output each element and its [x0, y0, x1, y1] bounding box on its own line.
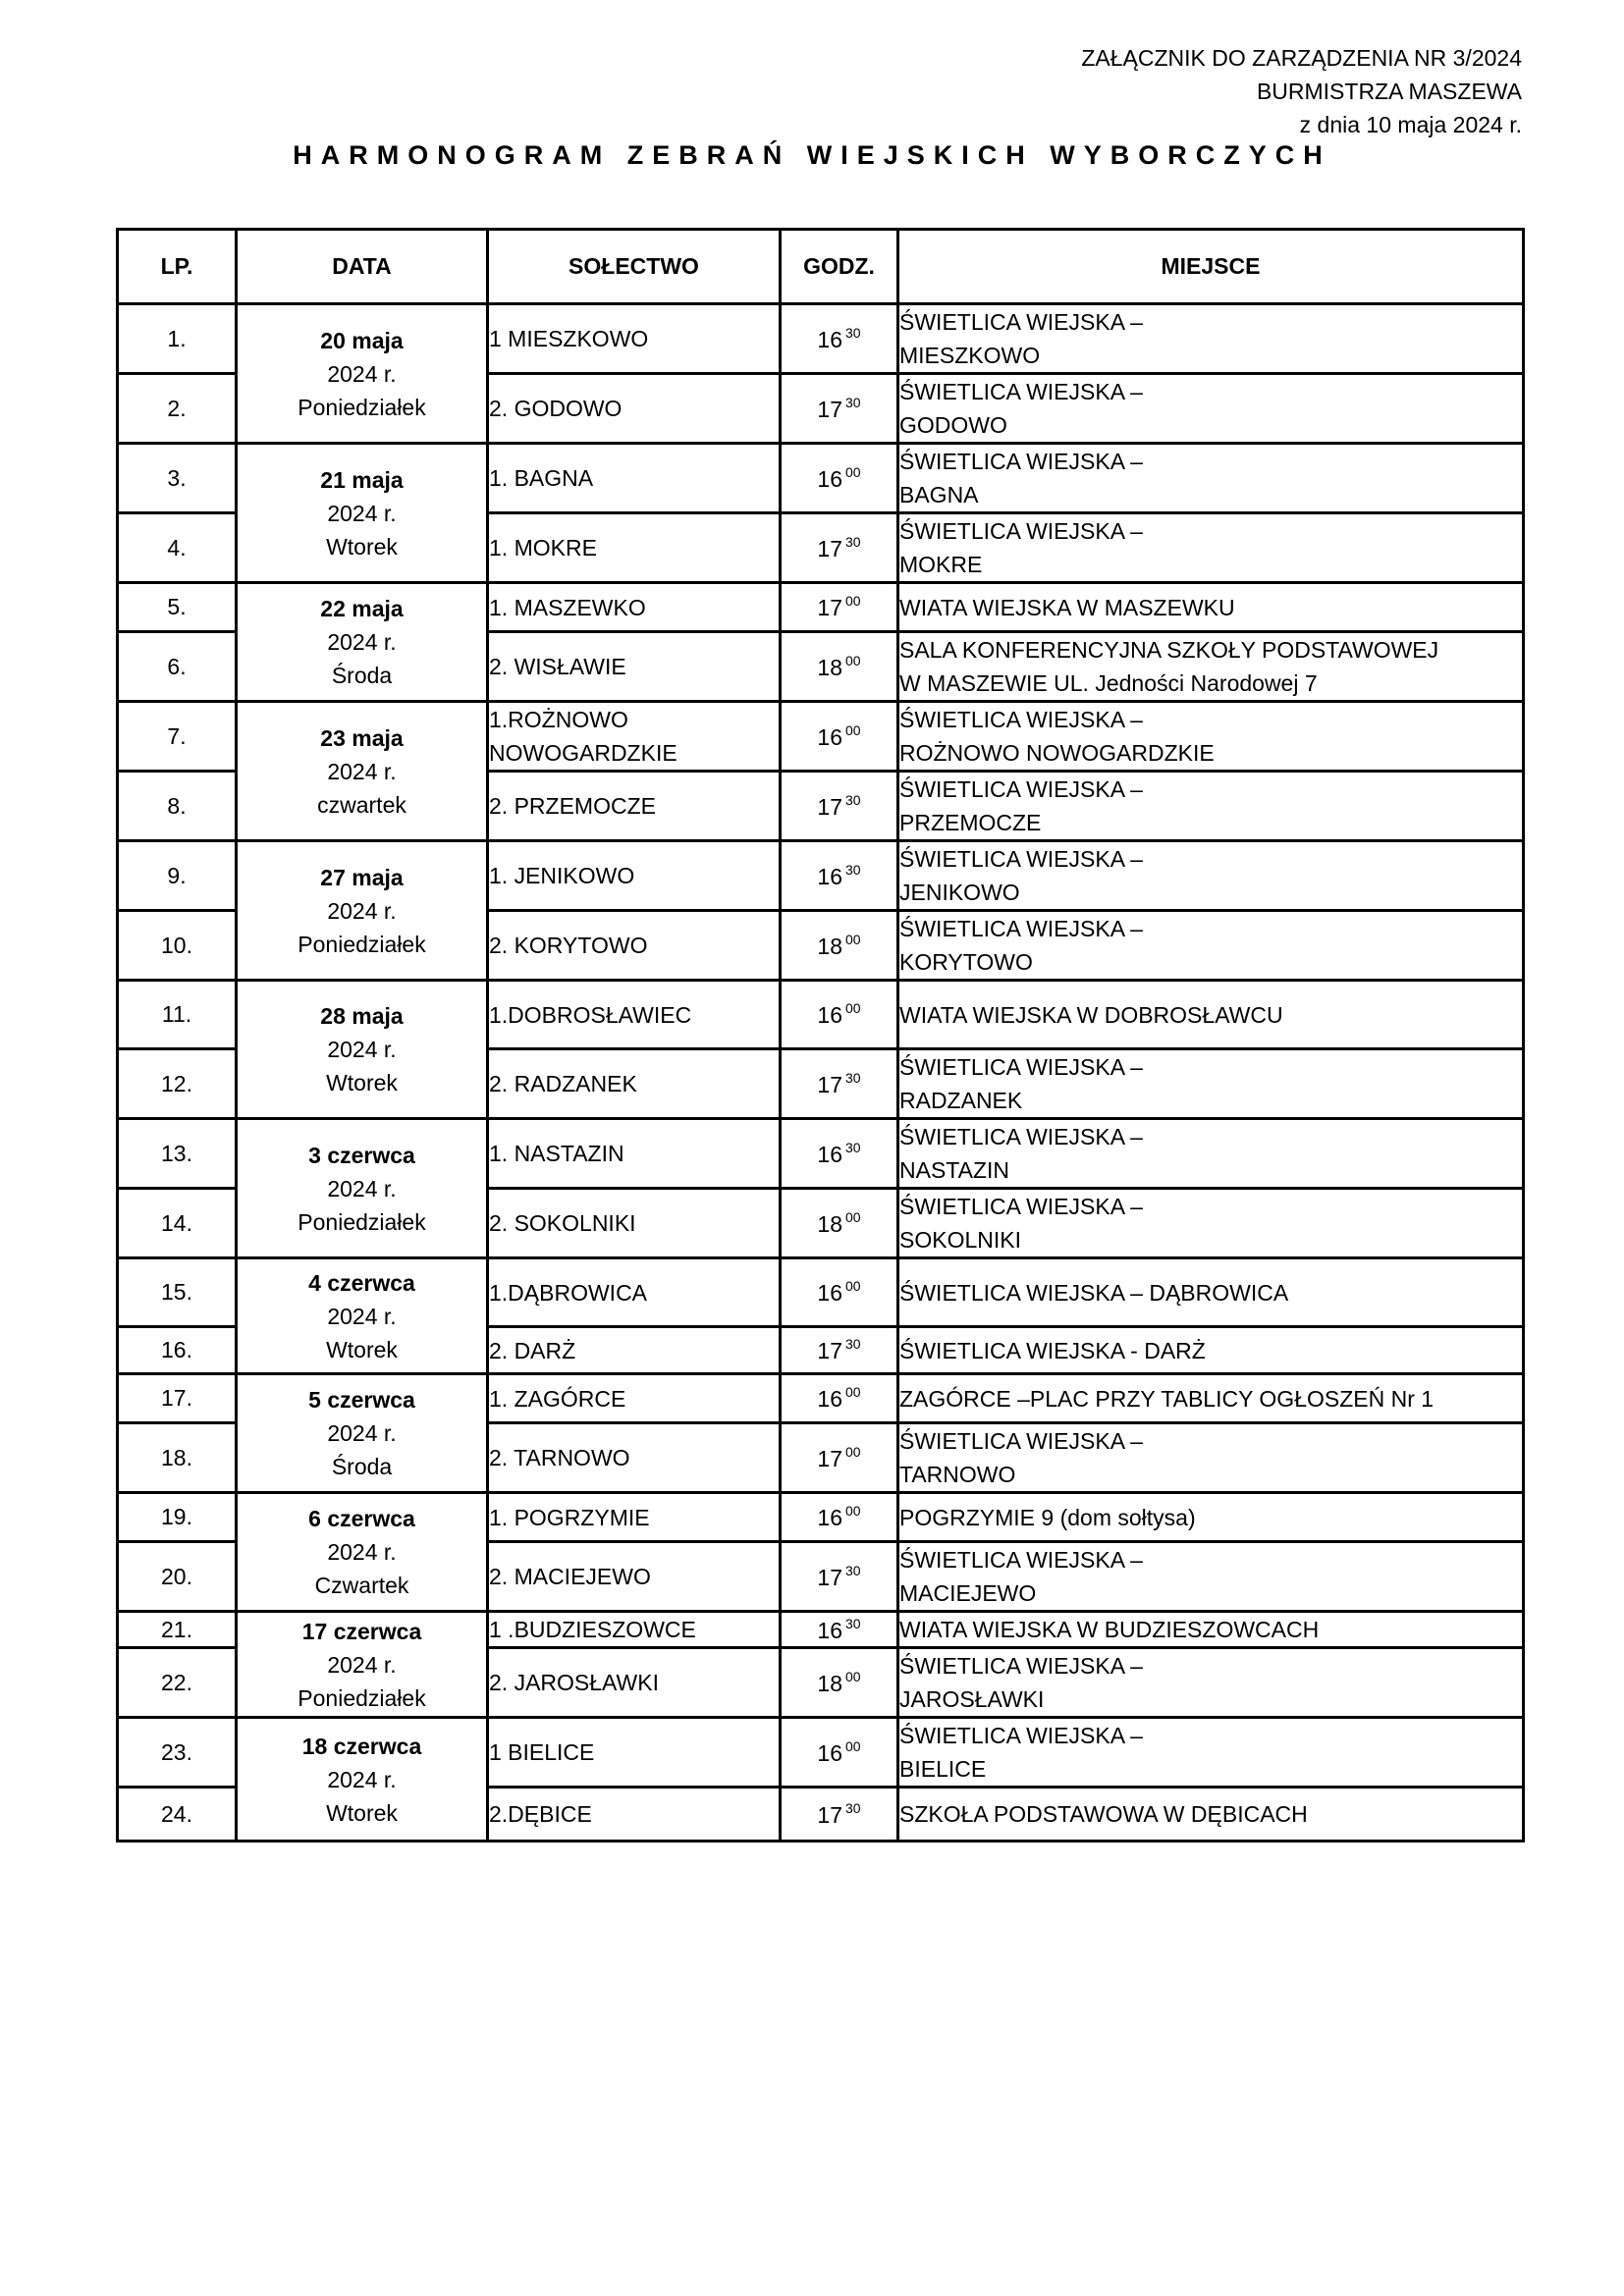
place-line: ŚWIETLICA WIEJSKA – — [899, 1547, 1143, 1573]
solectwo-cell: 1 .BUDZIESZOWCE — [488, 1612, 781, 1648]
row-number: 23. — [118, 1718, 237, 1788]
hour-cell — [781, 1788, 898, 1842]
place-line: ZAGÓRCE –PLAC PRZY TABLICY OGŁOSZEŃ Nr 1 — [899, 1385, 1435, 1412]
hour-value: 18 — [817, 1670, 842, 1696]
place-line: ROŻNOWO NOWOGARDZKIE — [899, 740, 1215, 766]
place-line: ŚWIETLICA WIEJSKA – — [899, 1723, 1143, 1748]
solectwo-cell: 2. SOKOLNIKI — [488, 1189, 781, 1258]
hour-cell — [781, 513, 898, 583]
place-cell — [898, 1493, 1524, 1542]
place-cell — [898, 1648, 1524, 1718]
place-cell — [898, 1049, 1524, 1119]
place-line: TARNOWO — [899, 1462, 1016, 1487]
place-line: W MASZEWIE UL. Jedności Narodowej 7 — [899, 670, 1318, 696]
row-number: 17. — [118, 1374, 237, 1423]
hour-cell — [781, 1258, 898, 1327]
place-cell — [898, 1718, 1524, 1788]
row-number: 6. — [118, 632, 237, 702]
hour-cell — [781, 1542, 898, 1612]
hour-value: 16 — [817, 1280, 842, 1306]
hour-cell — [781, 1119, 898, 1189]
solectwo-cell: 2. WISŁAWIE — [488, 632, 781, 702]
minutes-value: 30 — [845, 791, 861, 808]
solectwo-cell: 2. GODOWO — [488, 374, 781, 444]
minutes-value: 00 — [845, 593, 861, 609]
date-year: 2024 r. — [327, 758, 397, 784]
hour-value: 17 — [817, 1445, 842, 1471]
date-cell — [237, 1718, 488, 1842]
date-cell — [237, 304, 488, 444]
column-header-place: MIEJSCE — [898, 230, 1524, 304]
place-line: WIATA WIEJSKA W BUDZIESZOWCACH — [899, 1617, 1320, 1642]
place-line: MACIEJEWO — [899, 1580, 1037, 1606]
date-day: 27 maja — [320, 864, 404, 890]
date-year: 2024 r. — [327, 1651, 397, 1678]
hour-value: 17 — [817, 793, 842, 820]
place-line: JAROSŁAWKI — [899, 1686, 1045, 1712]
hour-cell — [781, 981, 898, 1049]
solectwo-cell: 1 MIESZKOWO — [488, 304, 781, 374]
column-header-date: DATA — [237, 230, 488, 304]
solectwo-cell: 2. KORYTOWO — [488, 911, 781, 981]
row-number: 10. — [118, 911, 237, 981]
place-cell — [898, 374, 1524, 444]
place-line: MOKRE — [899, 552, 983, 577]
hour-value: 16 — [817, 465, 842, 492]
minutes-value: 00 — [845, 1443, 861, 1460]
minutes-value: 30 — [845, 1139, 861, 1155]
place-line: SZKOŁA PODSTAWOWA W DĘBICACH — [899, 1801, 1308, 1827]
solectwo-cell: 2. TARNOWO — [488, 1423, 781, 1493]
hour-cell — [781, 911, 898, 981]
hour-value: 16 — [817, 1386, 842, 1412]
place-cell — [898, 1542, 1524, 1612]
hour-value: 16 — [817, 1141, 842, 1167]
minutes-value: 00 — [845, 1208, 861, 1225]
place-cell — [898, 1119, 1524, 1189]
date-weekday: Wtorek — [326, 1070, 398, 1095]
date-cell — [237, 583, 488, 702]
place-cell — [898, 583, 1524, 632]
solectwo-cell: 1. NASTAZIN — [488, 1119, 781, 1189]
hour-cell — [781, 1049, 898, 1119]
place-line: ŚWIETLICA WIEJSKA – — [899, 1428, 1143, 1454]
date-cell — [237, 841, 488, 981]
date-day: 28 maja — [320, 1003, 404, 1029]
hour-value: 17 — [817, 595, 842, 620]
place-line: ŚWIETLICA WIEJSKA – — [899, 846, 1143, 872]
header-line-issuer: BURMISTRZA MASZEWA — [1256, 79, 1522, 104]
hour-value: 16 — [817, 1505, 842, 1530]
hour-value: 17 — [817, 1564, 842, 1590]
row-number: 7. — [118, 702, 237, 772]
header-line-attachment: ZAŁĄCZNIK DO ZARZĄDZENIA NR 3/2024 — [1081, 45, 1522, 71]
row-number: 14. — [118, 1189, 237, 1258]
table-row — [118, 1119, 1524, 1189]
row-number: 13. — [118, 1119, 237, 1189]
date-day: 20 maja — [320, 327, 404, 353]
date-cell — [237, 444, 488, 583]
date-year: 2024 r. — [327, 1175, 397, 1201]
table-row — [118, 583, 1524, 632]
date-year: 2024 r. — [327, 500, 397, 526]
date-cell — [237, 1374, 488, 1493]
hour-value: 17 — [817, 1801, 842, 1828]
solectwo-cell: 2. DARŻ — [488, 1327, 781, 1374]
row-number: 15. — [118, 1258, 237, 1327]
place-line: ŚWIETLICA WIEJSKA – DĄBROWICA — [899, 1279, 1289, 1306]
minutes-value: 30 — [845, 394, 861, 410]
place-line: WIATA WIEJSKA W MASZEWKU — [899, 594, 1235, 620]
table-row — [118, 444, 1524, 513]
column-header-solectwo: SOŁECTWO — [488, 230, 781, 304]
minutes-value: 00 — [845, 1668, 861, 1684]
minutes-value: 00 — [845, 1384, 861, 1400]
date-year: 2024 r. — [327, 1766, 397, 1792]
date-weekday: Wtorek — [326, 1336, 398, 1362]
hour-value: 16 — [817, 1739, 842, 1766]
row-number: 20. — [118, 1542, 237, 1612]
place-line: ŚWIETLICA WIEJSKA – — [899, 776, 1143, 802]
row-number: 2. — [118, 374, 237, 444]
hour-cell — [781, 702, 898, 772]
column-header-hour: GODZ. — [781, 230, 898, 304]
row-number: 21. — [118, 1612, 237, 1648]
hour-value: 16 — [817, 863, 842, 889]
hour-cell — [781, 632, 898, 702]
table-row — [118, 1493, 1524, 1542]
schedule-table — [116, 228, 1525, 1842]
row-number: 1. — [118, 304, 237, 374]
place-cell — [898, 1374, 1524, 1423]
table-row — [118, 1612, 1524, 1648]
place-cell — [898, 1612, 1524, 1648]
minutes-value: 30 — [845, 1799, 861, 1816]
hour-cell — [781, 1718, 898, 1788]
date-day: 18 czerwca — [301, 1733, 422, 1759]
solectwo-cell: 1. JENIKOWO — [488, 841, 781, 911]
solectwo-cell: 2. RADZANEK — [488, 1049, 781, 1119]
solectwo-cell: 2. PRZEMOCZE — [488, 772, 781, 841]
date-year: 2024 r. — [327, 360, 397, 387]
date-weekday: Poniedziałek — [298, 1208, 426, 1235]
place-cell — [898, 513, 1524, 583]
date-weekday: Wtorek — [326, 1799, 398, 1826]
solectwo-cell: 1. MOKRE — [488, 513, 781, 583]
date-cell — [237, 1493, 488, 1612]
place-cell — [898, 1327, 1524, 1374]
date-day: 3 czerwca — [308, 1142, 415, 1168]
place-cell — [898, 981, 1524, 1049]
place-line: BIELICE — [899, 1756, 987, 1782]
date-year: 2024 r. — [327, 629, 397, 655]
table-row — [118, 702, 1524, 772]
place-line: ŚWIETLICA WIEJSKA – — [899, 1653, 1143, 1679]
minutes-value: 30 — [845, 1562, 861, 1578]
header-line-date: z dnia 10 maja 2024 r. — [1299, 112, 1522, 137]
date-cell — [237, 981, 488, 1119]
minutes-value: 00 — [845, 721, 861, 738]
place-line: GODOWO — [899, 412, 1007, 438]
hour-cell — [781, 374, 898, 444]
place-line: KORYTOWO — [899, 949, 1033, 975]
date-weekday: Środa — [331, 663, 393, 688]
date-weekday: Wtorek — [326, 533, 398, 560]
hour-value: 17 — [817, 535, 842, 561]
minutes-value: 30 — [845, 1069, 861, 1086]
date-year: 2024 r. — [327, 1303, 397, 1329]
place-cell — [898, 1423, 1524, 1493]
solectwo-cell: 1.DĄBROWICA — [488, 1258, 781, 1327]
minutes-value: 00 — [845, 1503, 861, 1519]
hour-cell — [781, 1612, 898, 1648]
solectwo-cell: 2. JAROSŁAWKI — [488, 1648, 781, 1718]
solectwo-cell: 1 BIELICE — [488, 1718, 781, 1788]
date-year: 2024 r. — [327, 1037, 397, 1062]
minutes-value: 30 — [845, 324, 861, 341]
date-year: 2024 r. — [327, 897, 397, 924]
place-line: PRZEMOCZE — [899, 810, 1042, 835]
row-number: 11. — [118, 981, 237, 1049]
minutes-value: 30 — [845, 861, 861, 878]
hour-value: 18 — [817, 654, 842, 680]
place-line: ŚWIETLICA WIEJSKA – — [899, 309, 1143, 335]
hour-value: 18 — [817, 933, 842, 959]
place-cell — [898, 444, 1524, 513]
hour-value: 16 — [817, 723, 842, 750]
solectwo-cell: 1. BAGNA — [488, 444, 781, 513]
hour-value: 18 — [817, 1210, 842, 1237]
hour-value: 16 — [817, 1617, 842, 1643]
date-cell — [237, 702, 488, 841]
hour-cell — [781, 1493, 898, 1542]
place-cell — [898, 911, 1524, 981]
column-header-lp: LP. — [118, 230, 237, 304]
date-day: 6 czerwca — [308, 1506, 415, 1531]
date-year: 2024 r. — [327, 1420, 397, 1446]
document-title: HARMONOGRAM ZEBRAŃ WIEJSKICH WYBORCZYCH — [293, 140, 1331, 170]
place-line: SALA KONFERENCYJNA SZKOŁY PODSTAWOWEJ — [899, 637, 1439, 663]
hour-cell — [781, 1189, 898, 1258]
table-row — [118, 304, 1524, 374]
place-line: MIESZKOWO — [899, 343, 1041, 368]
place-cell — [898, 772, 1524, 841]
hour-cell — [781, 772, 898, 841]
date-day: 22 maja — [320, 596, 404, 621]
row-number: 5. — [118, 583, 237, 632]
solectwo-cell: 2.DĘBICE — [488, 1788, 781, 1842]
hour-cell — [781, 1423, 898, 1493]
minutes-value: 00 — [845, 652, 861, 668]
hour-cell — [781, 1327, 898, 1374]
table-header-row — [118, 230, 1524, 304]
hour-cell — [781, 1374, 898, 1423]
date-day: 5 czerwca — [308, 1387, 415, 1413]
place-cell — [898, 1788, 1524, 1842]
place-cell — [898, 702, 1524, 772]
place-cell — [898, 304, 1524, 374]
row-number: 19. — [118, 1493, 237, 1542]
row-number: 16. — [118, 1327, 237, 1374]
table-row — [118, 981, 1524, 1049]
place-line: ŚWIETLICA WIEJSKA – — [899, 379, 1143, 404]
place-cell — [898, 841, 1524, 911]
place-cell — [898, 1258, 1524, 1327]
hour-cell — [781, 304, 898, 374]
date-cell — [237, 1119, 488, 1258]
date-weekday: Środa — [331, 1454, 393, 1479]
hour-cell — [781, 841, 898, 911]
table-row — [118, 1718, 1524, 1788]
place-line: POGRZYMIE 9 (dom sołtysa) — [899, 1504, 1196, 1530]
date-year: 2024 r. — [327, 1539, 397, 1565]
place-line: BAGNA — [899, 482, 979, 507]
place-line: ŚWIETLICA WIEJSKA – — [899, 1194, 1143, 1219]
minutes-value: 30 — [845, 533, 861, 550]
date-day: 23 maja — [320, 724, 404, 751]
solectwo-cell: 2. MACIEJEWO — [488, 1542, 781, 1612]
place-cell — [898, 632, 1524, 702]
place-line: ŚWIETLICA WIEJSKA – — [899, 916, 1143, 941]
date-day: 17 czerwca — [301, 1618, 422, 1644]
place-line: ŚWIETLICA WIEJSKA – — [899, 449, 1143, 474]
date-weekday: czwartek — [317, 791, 406, 818]
place-line: WIATA WIEJSKA W DOBROSŁAWCU — [899, 1001, 1283, 1028]
table-row — [118, 1374, 1524, 1423]
hour-cell — [781, 444, 898, 513]
solectwo-cell: 1. MASZEWKO — [488, 583, 781, 632]
date-weekday: Poniedziałek — [298, 931, 426, 957]
solectwo-cell: 1.DOBROSŁAWIEC — [488, 981, 781, 1049]
table-row — [118, 1258, 1524, 1327]
hour-value: 16 — [817, 326, 842, 352]
date-day: 4 czerwca — [308, 1269, 415, 1296]
place-line: NASTAZIN — [899, 1157, 1010, 1183]
minutes-value: 00 — [845, 931, 861, 947]
hour-value: 17 — [817, 1338, 842, 1363]
place-line: JENIKOWO — [899, 880, 1020, 905]
minutes-value: 00 — [845, 1737, 861, 1754]
minutes-value: 30 — [845, 1615, 861, 1631]
place-line: ŚWIETLICA WIEJSKA – — [899, 707, 1143, 732]
table-row — [118, 841, 1524, 911]
hour-value: 16 — [817, 1002, 842, 1028]
solectwo-cell: 1. ZAGÓRCE — [488, 1374, 781, 1423]
row-number: 9. — [118, 841, 237, 911]
date-weekday: Poniedziałek — [298, 1684, 426, 1711]
minutes-value: 00 — [845, 463, 861, 480]
date-weekday: Czwartek — [314, 1573, 409, 1598]
place-line: ŚWIETLICA WIEJSKA – — [899, 518, 1143, 544]
date-day: 21 maja — [320, 466, 404, 493]
place-cell — [898, 1189, 1524, 1258]
minutes-value: 00 — [845, 1278, 861, 1294]
date-weekday: Poniedziałek — [298, 394, 426, 420]
row-number: 4. — [118, 513, 237, 583]
place-line: ŚWIETLICA WIEJSKA – — [899, 1054, 1143, 1080]
place-line: RADZANEK — [899, 1088, 1023, 1113]
date-cell — [237, 1258, 488, 1374]
document-header — [1081, 41, 1522, 141]
row-number: 24. — [118, 1788, 237, 1842]
row-number: 12. — [118, 1049, 237, 1119]
hour-cell — [781, 1648, 898, 1718]
minutes-value: 30 — [845, 1336, 861, 1352]
minutes-value: 00 — [845, 1000, 861, 1016]
place-line: ŚWIETLICA WIEJSKA – — [899, 1124, 1143, 1149]
row-number: 22. — [118, 1648, 237, 1718]
row-number: 8. — [118, 772, 237, 841]
date-cell — [237, 1612, 488, 1718]
row-number: 18. — [118, 1423, 237, 1493]
hour-cell — [781, 583, 898, 632]
schedule-body — [118, 304, 1524, 1842]
solectwo-cell: 1.ROŻNOWO NOWOGARDZKIE — [488, 702, 781, 772]
hour-value: 17 — [817, 1071, 842, 1097]
row-number: 3. — [118, 444, 237, 513]
hour-value: 17 — [817, 396, 842, 422]
place-line: ŚWIETLICA WIEJSKA - DARŻ — [899, 1337, 1206, 1363]
place-line: SOKOLNIKI — [899, 1227, 1021, 1253]
solectwo-cell: 1. POGRZYMIE — [488, 1493, 781, 1542]
